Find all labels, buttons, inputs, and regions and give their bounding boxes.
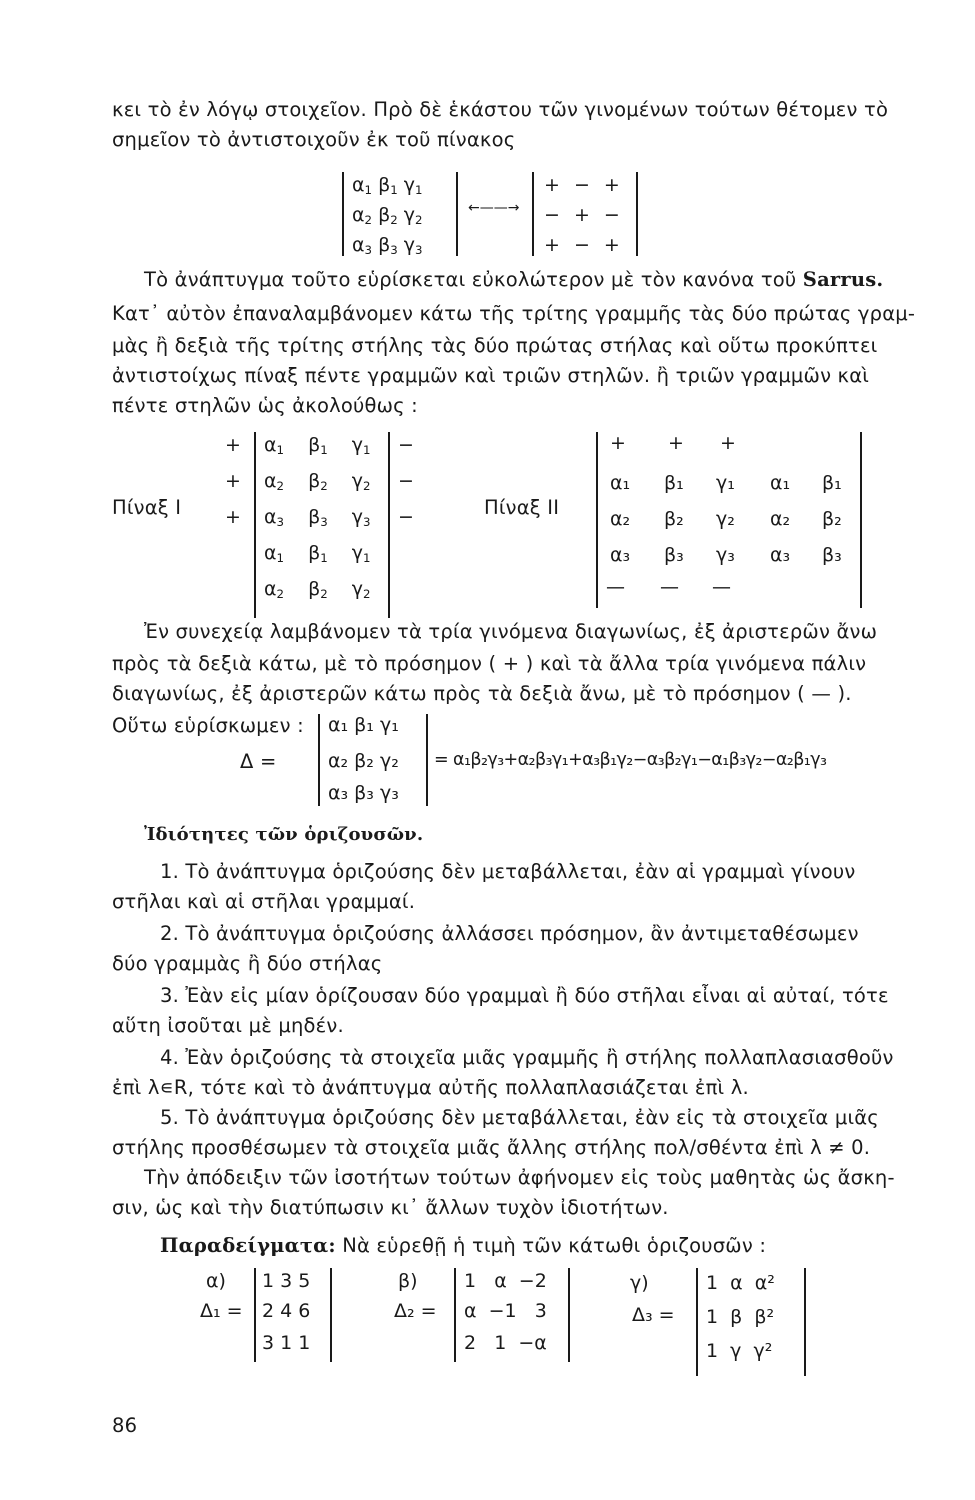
table-1-sign-right: − [398, 470, 414, 492]
table-1-sign-right: − [398, 506, 414, 528]
formula-expansion: = α₁β₂γ₃+α₂β₃γ₁+α₃β₁γ₂−α₃β₂γ₁−α₁β₃γ₂−α₂β₁γ₃ [434, 750, 827, 770]
table-2-bottom-sign: — [606, 576, 625, 598]
table-2-cell: α₂ [770, 508, 791, 530]
sign-matrix-left-row-3: $\alpha_3$ $\beta_3$ $\gamma_3$ [352, 234, 423, 257]
table-2-bottom-sign: — [712, 576, 731, 598]
example-row: 1 β β² [706, 1306, 775, 1328]
table-1-row: $\alpha_1$ $\beta_1$ $\gamma_1$ [264, 542, 371, 565]
table-2-cell: β₁ [822, 472, 842, 494]
property-line: Τὴν ἀπόδειξιν τῶν ἰσοτήτων τούτων ἀφήνομεν εἰς τοὺς μαθητὰς ὡς ἄσκη- [144, 1166, 895, 1189]
properties-heading: Ἰδιότητες τῶν ὁριζουσῶν. [144, 824, 424, 845]
table-2-cell: γ₁ [716, 472, 735, 494]
table-2-cell: α₃ [770, 544, 791, 566]
property-line: 5. Τὸ ἀνάπτυγμα ὁριζούσης δὲν μεταβάλλεται, ἐὰν εἰς τὰ στοιχεῖα μιᾶς [160, 1106, 879, 1129]
example-row: α −1 3 [464, 1300, 547, 1322]
table-2-cell: β₃ [664, 544, 684, 566]
example-tag: β) [398, 1270, 418, 1292]
table-2-label: Πίναξ II [484, 496, 560, 519]
table-2-cell: γ₂ [716, 508, 735, 530]
property-line: σιν, ὡς καὶ τὴν διατύπωσιν κι᾽ ἄλλων τυχὸν ἰδιοτήτων. [112, 1196, 669, 1219]
example-tag: α) [206, 1270, 226, 1292]
table-2-top-sign: + [610, 432, 626, 454]
example-row: 3 1 1 [262, 1332, 311, 1354]
example-tag: γ) [630, 1272, 649, 1294]
table-2-top-sign: + [720, 432, 736, 454]
examples-heading: Παραδείγματα: Νὰ εὑρεθῇ ἡ τιμὴ τῶν κάτωθι ὁριζουσῶν : [160, 1234, 767, 1257]
sign-matrix-right-row-1: + − + [544, 174, 624, 196]
formula-det-row: α₁ β₁ γ₁ [328, 714, 399, 736]
property-line: 2. Τὸ ἀνάπτυγμα ὁριζούσης ἀλλάσσει πρόσημον, ἂν ἀντιμεταθέσωμεν [160, 922, 859, 945]
example-row: 2 4 6 [262, 1300, 311, 1322]
property-line: στήλης προσθέσωμεν τὰ στοιχεῖα μιᾶς ἄλλης στήλης πολ/σθέντα ἐπὶ λ ≠ 0. [112, 1136, 871, 1159]
table-1-sign-left: + [225, 506, 241, 528]
table-1-sign-left: + [225, 470, 241, 492]
table-1-sign-right: − [398, 434, 414, 456]
formula-det-row: α₂ β₂ γ₂ [328, 750, 399, 772]
table-2-bottom-sign: — [660, 576, 679, 598]
table-2-cell: β₂ [664, 508, 684, 530]
example-row: 1 α α² [706, 1272, 775, 1294]
table-2-cell: β₃ [822, 544, 842, 566]
table-1-sign-left: + [225, 434, 241, 456]
table-2-cell: γ₃ [716, 544, 735, 566]
table-2-cell: α₃ [610, 544, 631, 566]
diagonal-line-2: πρὸς τὰ δεξιὰ κάτω, μὲ τὸ πρόσημον ( + ) καὶ τὰ ἄλλα τρία γινόμενα πάλιν [112, 652, 867, 675]
property-line: αὕτη ἰσοῦται μὲ μηδέν. [112, 1014, 344, 1037]
example-row: 1 3 5 [262, 1270, 311, 1292]
example-label: Δ₁ = [200, 1300, 243, 1322]
sign-matrix-right-row-2: − + − [544, 204, 624, 226]
sarrus-line-3: μὰς ἢ δεξιὰ τῆς τρίτης στήλης τὰς δύο πρώτας στήλας καὶ οὕτω προκύπτει [112, 334, 878, 357]
property-line: ἐπὶ λ∊R, τότε καὶ τὸ ἀνάπτυγμα αὐτῆς πολλαπλασιάζεται ἐπὶ λ. [112, 1076, 749, 1099]
double-arrow-icon: ←——→ [468, 200, 520, 216]
property-line: 3. Ἐὰν εἰς μίαν ὁρίζουσαν δύο γραμμαὶ ἢ δύο στῆλαι εἶναι αἱ αὐταί, τότε [160, 984, 889, 1007]
table-2-cell: α₁ [770, 472, 791, 494]
intro-line-2: σημεῖον τὸ ἀντιστοιχοῦν ἐκ τοῦ πίνακος [112, 128, 516, 151]
intro-line-1: κει τὸ ἐν λόγῳ στοιχεῖον. Πρὸ δὲ ἑκάστου τῶν γινομένων τούτων θέτομεν τὸ [112, 98, 889, 121]
sign-matrix-left-row-2: $\alpha_2$ $\beta_2$ $\gamma_2$ [352, 204, 423, 227]
delta-label: Δ = [240, 750, 277, 773]
property-line: δύο γραμμὰς ἢ δύο στήλας [112, 952, 383, 975]
example-row: 1 α −2 [464, 1270, 547, 1292]
sign-matrix-right-row-3: + − + [544, 234, 624, 256]
table-1-row: $\alpha_3$ $\beta_3$ $\gamma_3$ [264, 506, 371, 529]
property-line: στῆλαι καὶ αἱ στῆλαι γραμμαί. [112, 890, 416, 913]
example-row: 2 1 −α [464, 1332, 547, 1354]
property-line: 4. Ἐὰν ὁριζούσης τὰ στοιχεῖα μιᾶς γραμμῆς ἢ στήλης πολλαπλασιασθοῦν [160, 1046, 894, 1069]
diagonal-line-3: διαγωνίως, ἐξ ἀριστερῶν κάτω πρὸς τὰ δεξιὰ ἄνω, μὲ τὸ πρόσημον ( — ). [112, 682, 852, 705]
table-2-cell: α₂ [610, 508, 631, 530]
diagonal-line-1: Ἐν συνεχείᾳ λαμβάνομεν τὰ τρία γινόμενα διαγωνίως, ἐξ ἀριστερῶν ἄνω [144, 620, 878, 643]
sarrus-line-4: ἀντιστοίχως πίναξ πέντε γραμμῶν καὶ τριῶν στηλῶν. ἢ τριῶν γραμμῶν καὶ [112, 364, 870, 387]
example-row: 1 γ γ² [706, 1340, 773, 1362]
sarrus-line-1: Τὸ ἀνάπτυγμα τοῦτο εὑρίσκεται εὐκολώτερον μὲ τὸν κανόνα τοῦ Sarrus. [144, 268, 884, 291]
page-number: 86 [112, 1414, 138, 1437]
table-2-cell: α₁ [610, 472, 631, 494]
table-1-label: Πίναξ I [112, 496, 182, 519]
table-2-cell: β₁ [664, 472, 684, 494]
property-line: 1. Τὸ ἀνάπτυγμα ὁριζούσης δὲν μεταβάλλεται, ἐὰν αἱ γραμμαὶ γίνουν [160, 860, 856, 883]
table-2-top-sign: + [668, 432, 684, 454]
table-1-row: $\alpha_2$ $\beta_2$ $\gamma_2$ [264, 470, 371, 493]
table-1-row: $\alpha_1$ $\beta_1$ $\gamma_1$ [264, 434, 371, 457]
table-2-cell: β₂ [822, 508, 842, 530]
formula-det-row: α₃ β₃ γ₃ [328, 782, 399, 804]
example-label: Δ₂ = [394, 1300, 437, 1322]
formula-intro: Οὕτω εὑρίσκωμεν : [112, 714, 304, 737]
sign-matrix-left-row-1: $\alpha_1$ $\beta_1$ $\gamma_1$ [352, 174, 423, 197]
sarrus-line-2: Κατ᾽ αὐτὸν ἐπαναλαμβάνομεν κάτω τῆς τρίτης γραμμῆς τὰς δύο πρώτας γραμ- [112, 302, 916, 325]
sarrus-line-5: πέντε στηλῶν ὡς ἀκολούθως : [112, 394, 418, 417]
example-label: Δ₃ = [632, 1304, 675, 1326]
table-1-row: $\alpha_2$ $\beta_2$ $\gamma_2$ [264, 578, 371, 601]
